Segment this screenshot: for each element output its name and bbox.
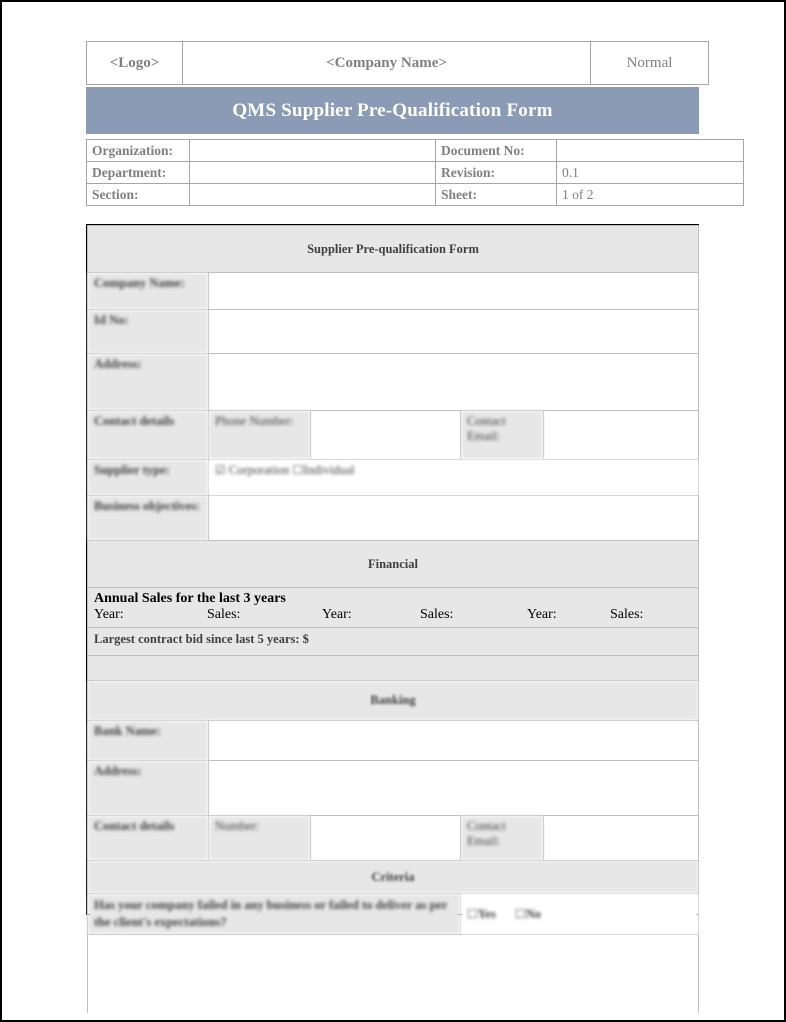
- id-no-input[interactable]: [209, 310, 699, 354]
- organization-label: Organization:: [87, 140, 190, 162]
- header-row: [87, 42, 709, 85]
- table-row: [88, 816, 699, 861]
- table-row: [88, 761, 699, 816]
- document-status[interactable]: Normal: [591, 42, 709, 85]
- supplier-email-input[interactable]: [544, 411, 699, 460]
- form-title-row: [88, 226, 699, 273]
- table-row: [88, 460, 699, 496]
- table-row: [88, 354, 699, 411]
- supplier-prequalification-form: [86, 224, 699, 929]
- criteria-no-option[interactable]: [515, 907, 541, 922]
- supplier-address-input[interactable]: [209, 354, 699, 411]
- document-meta-table: [86, 139, 744, 206]
- supplier-contact-details-label: Contact details: [88, 411, 209, 460]
- table-row: [88, 721, 699, 761]
- organization-value[interactable]: [190, 140, 436, 162]
- bank-address-input[interactable]: [209, 761, 699, 816]
- form-section-title: Supplier Pre-qualification Form: [88, 226, 699, 273]
- criteria-question-1: Has your company failed in any business or failed to deliver as per the client's expectations?: [88, 894, 461, 935]
- criteria-no-label: No: [525, 906, 541, 921]
- bank-number-label: Number:: [209, 816, 311, 861]
- bank-email-label: Contact Email:: [461, 816, 544, 861]
- banking-section-heading: Banking: [88, 681, 699, 721]
- table-row: [88, 310, 699, 354]
- criteria-yes-option[interactable]: [467, 907, 496, 922]
- sheet-value[interactable]: 1 of 2: [557, 184, 744, 206]
- annual-sales-fields: [94, 607, 692, 624]
- financial-spacer: [88, 656, 699, 681]
- revision-value[interactable]: 0.1: [557, 162, 744, 184]
- department-label: Department:: [87, 162, 190, 184]
- sales-label-3: Sales:: [610, 607, 644, 622]
- largest-contract-row: [88, 628, 699, 656]
- financial-heading-row: [88, 541, 699, 588]
- bank-name-label: Bank Name:: [88, 721, 209, 761]
- supplier-type-corporation-label: Corporation: [228, 463, 290, 477]
- form-title-banner: [86, 87, 699, 134]
- table-row: [88, 496, 699, 541]
- bank-contact-details-label: Contact details: [88, 816, 209, 861]
- supplier-phone-label: Phone Number:: [209, 411, 311, 460]
- supplier-type-corporation-option[interactable]: [215, 463, 289, 477]
- sheet-label: Sheet:: [436, 184, 557, 206]
- criteria-blank-area[interactable]: [88, 935, 699, 1014]
- company-name-placeholder[interactable]: <Company Name>: [183, 42, 591, 85]
- year-label-2: Year:: [322, 607, 352, 622]
- sales-label-2: Sales:: [420, 607, 454, 622]
- supplier-type-label: Supplier type:: [88, 460, 209, 496]
- section-value[interactable]: [190, 184, 436, 206]
- table-row: [88, 894, 699, 935]
- form-table: [87, 225, 699, 1013]
- section-label: Section:: [87, 184, 190, 206]
- year-label-3: Year:: [527, 607, 557, 622]
- id-no-label: Id No:: [88, 310, 209, 354]
- financial-section-heading: Financial: [88, 541, 699, 588]
- criteria-section-heading: Criteria: [88, 861, 699, 894]
- supplier-address-label: Address:: [88, 354, 209, 411]
- company-name-input[interactable]: [209, 273, 699, 310]
- logo-placeholder[interactable]: <Logo>: [87, 42, 183, 85]
- criteria-heading-row: [88, 861, 699, 894]
- company-name-label: Company Name:: [88, 273, 209, 310]
- table-row: [88, 273, 699, 310]
- sales-label-1: Sales:: [207, 607, 241, 622]
- table-row: [87, 162, 744, 184]
- business-objectives-input[interactable]: [209, 496, 699, 541]
- document-header-table: [86, 41, 709, 85]
- bank-address-label: Address:: [88, 761, 209, 816]
- supplier-type-individual-label: Individual: [303, 463, 355, 477]
- department-value[interactable]: [190, 162, 436, 184]
- table-row: [87, 140, 744, 162]
- checkbox-unchecked-icon[interactable]: ☐: [467, 906, 478, 921]
- criteria-blank-row: [88, 935, 699, 1014]
- business-objectives-label: Business objectives:: [88, 496, 209, 541]
- criteria-answer-options[interactable]: [461, 894, 699, 935]
- checkbox-unchecked-icon[interactable]: ☐: [292, 463, 304, 477]
- financial-spacer-row: [88, 656, 699, 681]
- annual-sales-row: [88, 588, 699, 628]
- bank-email-input[interactable]: [544, 816, 699, 861]
- bank-number-input[interactable]: [311, 816, 461, 861]
- supplier-type-options[interactable]: [209, 460, 699, 496]
- bank-name-input[interactable]: [209, 721, 699, 761]
- annual-sales-cell: [88, 588, 699, 628]
- banking-heading-row: [88, 681, 699, 721]
- criteria-yes-label: Yes: [477, 906, 496, 921]
- revision-label: Revision:: [436, 162, 557, 184]
- checkbox-checked-icon[interactable]: ☑: [215, 463, 226, 477]
- annual-sales-label: Annual Sales for the last 3 years: [94, 591, 286, 606]
- supplier-phone-input[interactable]: [311, 411, 461, 460]
- year-label-1: Year:: [94, 607, 124, 622]
- checkbox-unchecked-icon[interactable]: ☐: [514, 906, 526, 921]
- table-row: [87, 184, 744, 206]
- document-no-label: Document No:: [436, 140, 557, 162]
- table-row: [88, 411, 699, 460]
- document-no-value[interactable]: [557, 140, 744, 162]
- supplier-type-individual-option[interactable]: [292, 463, 354, 477]
- page-title: QMS Supplier Pre-Qualification Form: [232, 99, 553, 121]
- supplier-email-label: Contact Email:: [461, 411, 544, 460]
- largest-contract-label[interactable]: Largest contract bid since last 5 years: $: [88, 628, 699, 656]
